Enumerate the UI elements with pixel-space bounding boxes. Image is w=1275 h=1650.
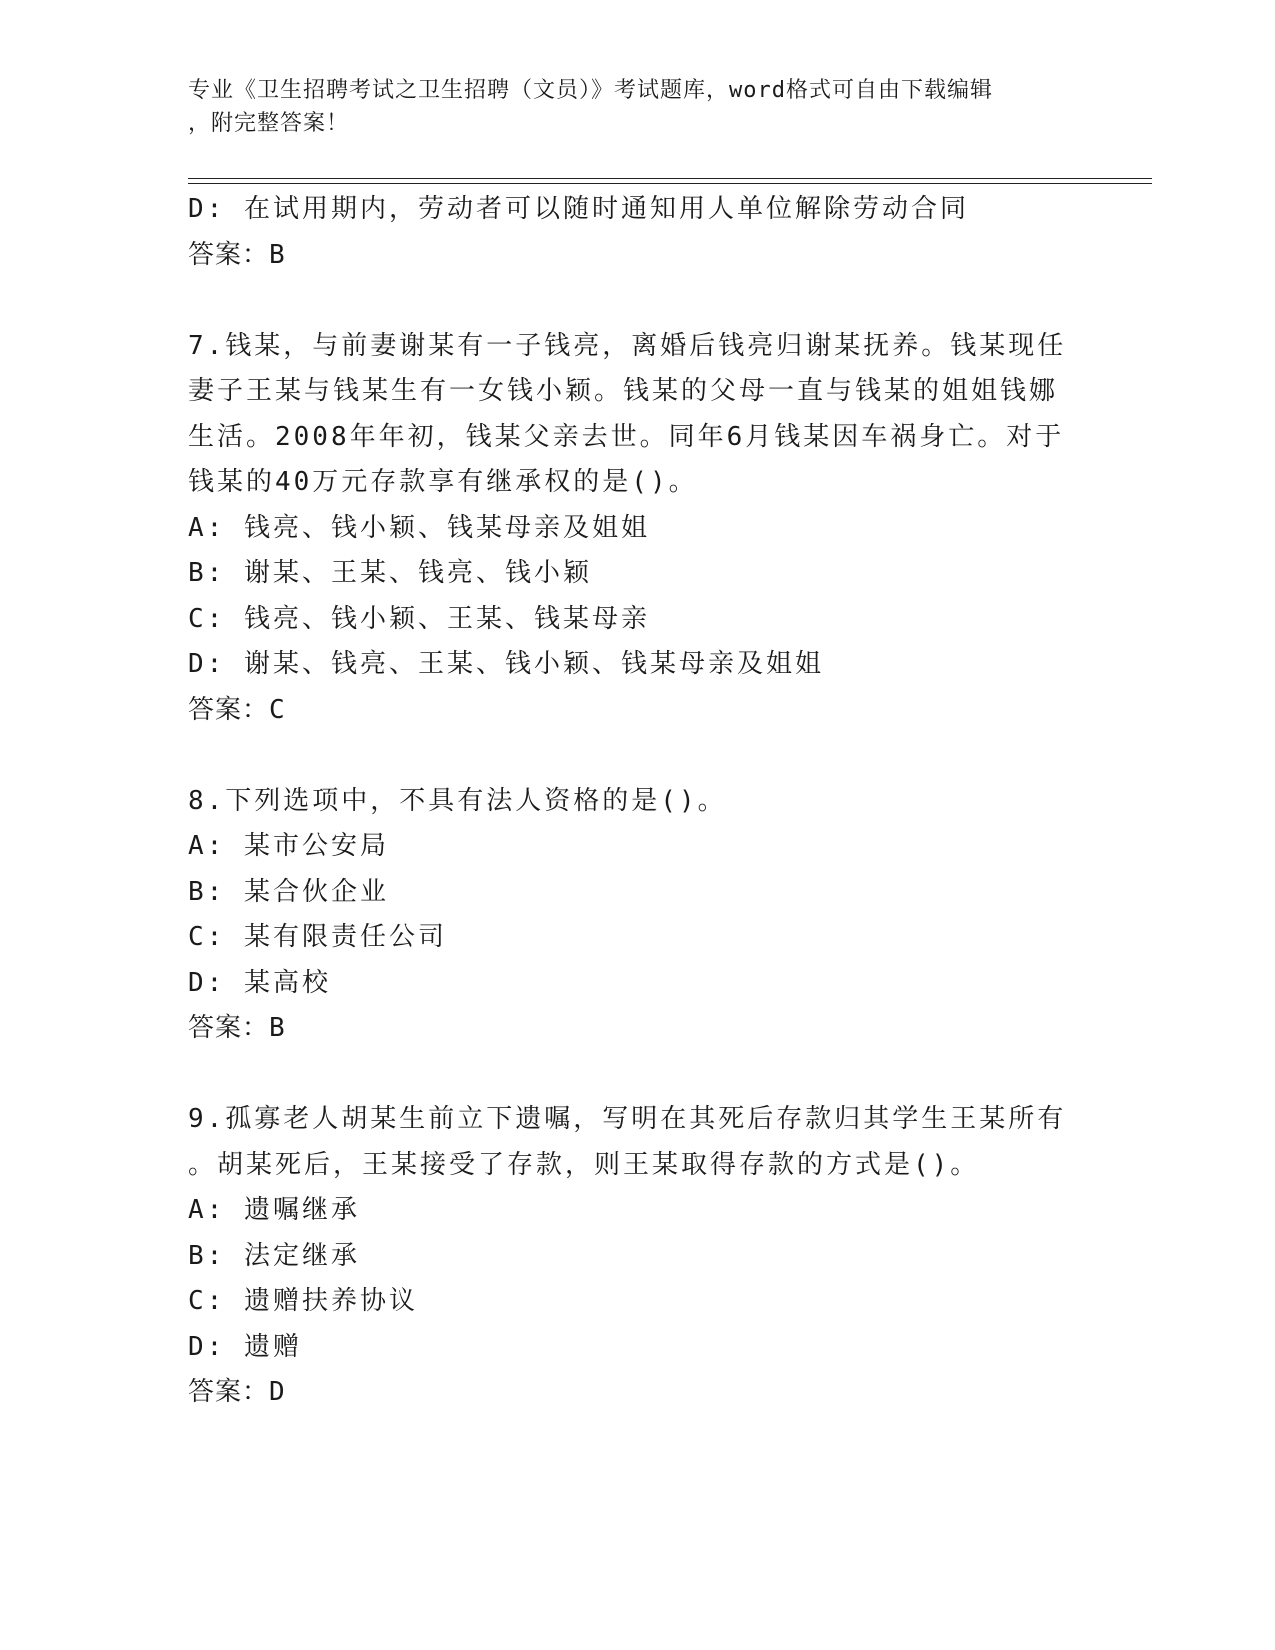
answer-line (188, 688, 1088, 734)
answer-line (188, 233, 1088, 279)
option-d: D: 谢某、钱亮、王某、钱小颖、钱某母亲及姐姐 (188, 649, 824, 679)
option-a: A: 某市公安局 (188, 831, 389, 861)
answer-label: 答案： (188, 694, 270, 725)
question-list (188, 187, 1088, 1416)
header-line-1: 专业《卫生招聘考试之卫生招聘（文员）》考试题库，word格式可自由下载编辑 (188, 78, 993, 103)
option-b: B: 某合伙企业 (188, 876, 389, 907)
option-a: A: 遗嘱继承 (188, 1195, 360, 1225)
option-a: A: 钱亮、钱小颖、钱某母亲及姐姐 (188, 512, 650, 543)
answer-value: D (269, 1377, 286, 1407)
option-c: C: 钱亮、钱小颖、王某、钱某母亲 (188, 603, 650, 634)
header-line-2: ，附完整答案！ (188, 111, 350, 136)
question-stem-line: 钱某的40万元存款享有继承权的是()。 (188, 467, 698, 497)
prev-question-tail (188, 187, 1088, 278)
question-stem-line: 7.钱某，与前妻谢某有一子钱亮，离婚后钱亮归谢某抚养。钱某现任 (188, 330, 1067, 361)
answer-value: B (269, 1013, 286, 1043)
option-b: B: 法定继承 (188, 1240, 360, 1271)
answer-label: 答案： (188, 239, 270, 270)
option-d: D: 遗赠 (188, 1331, 302, 1362)
option-d: D: 某高校 (188, 967, 331, 998)
option-b: B: 谢某、王某、钱亮、钱小颖 (188, 558, 592, 588)
question-7 (188, 324, 1088, 734)
option-c: C: 某有限责任公司 (188, 922, 447, 952)
question-stem-line: 。胡某死后，王某接受了存款，则王某取得存款的方式是()。 (188, 1149, 980, 1180)
question-stem-line: 9.孤寡老人胡某生前立下遗嘱，写明在其死后存款归其学生王某所有 (188, 1104, 1067, 1134)
answer-value: B (269, 239, 286, 270)
option-c: C: 遗赠扶养协议 (188, 1286, 418, 1316)
answer-label: 答案： (188, 1013, 270, 1043)
header-divider-bottom (188, 183, 1152, 184)
question-stem-line: 妻子王某与钱某生有一女钱小颖。钱某的父母一直与钱某的姐姐钱娜 (188, 376, 1059, 406)
question-9 (188, 1097, 1088, 1416)
question-8 (188, 779, 1088, 1052)
document-header (188, 74, 1078, 140)
question-stem-line: 8.下列选项中，不具有法人资格的是()。 (188, 785, 727, 816)
answer-label: 答案： (188, 1377, 270, 1407)
answer-line (188, 1006, 1088, 1052)
answer-value: C (269, 694, 286, 725)
header-divider-top (188, 178, 1152, 179)
answer-line (188, 1370, 1088, 1416)
question-stem-line: 生活。2008年年初，钱某父亲去世。同年6月钱某因车祸身亡。对于 (188, 421, 1065, 452)
option-d: D: 在试用期内，劳动者可以随时通知用人单位解除劳动合同 (188, 194, 969, 224)
